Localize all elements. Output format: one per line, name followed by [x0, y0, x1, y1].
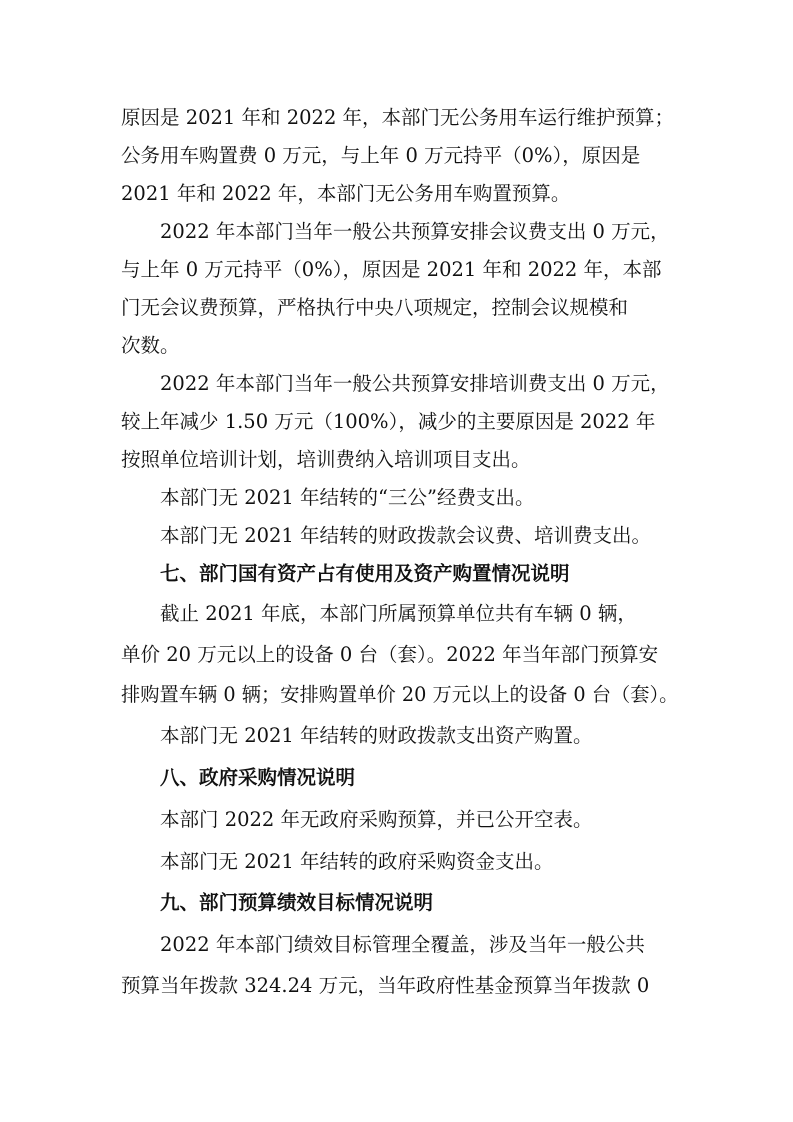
text-line: 截止 2021 年底，本部门所属预算单位共有车辆 0 辆，: [160, 602, 637, 625]
text-line: 本部门无 2021 年结转的财政拨款支出资产购置。: [160, 724, 593, 747]
text-line: 原因是 2021 年和 2022 年，本部门无公务用车运行维护预算；: [121, 106, 675, 129]
text-line: 本部门无 2021 年结转的“三公”经费支出。: [160, 486, 535, 509]
text-line: 2022 年本部门绩效目标管理全覆盖，涉及当年一般公共: [160, 933, 645, 956]
text-line: 2022 年本部门当年一般公共预算安排培训费支出 0 万元，: [160, 372, 670, 395]
text-line: 本部门 2022 年无政府采购预算，并已公开空表。: [160, 808, 593, 831]
text-line: 公务用车购置费 0 万元，与上年 0 万元持平（0%），原因是: [121, 144, 641, 167]
text-line: 按照单位培训计划，培训费纳入培训项目支出。: [121, 448, 531, 471]
text-line: 较上年减少 1.50 万元（100%），减少的主要原因是 2022 年: [121, 410, 656, 433]
text-line: 与上年 0 万元持平（0%），原因是 2021 年和 2022 年，本部: [121, 258, 662, 281]
section-heading: 九、部门预算绩效目标情况说明: [160, 891, 434, 914]
text-line: 门无会议费预算，严格执行中央八项规定，控制会议规模和: [121, 296, 629, 319]
text-line: 预算当年拨款 324.24 万元，当年政府性基金预算当年拨款 0: [121, 974, 650, 997]
text-line: 本部门无 2021 年结转的财政拨款会议费、培训费支出。: [160, 524, 652, 547]
section-heading: 八、政府采购情况说明: [160, 766, 356, 789]
text-line: 次数。: [121, 334, 180, 357]
section-heading: 七、部门国有资产占有使用及资产购置情况说明: [160, 562, 570, 585]
text-line: 2021 年和 2022 年，本部门无公务用车购置预算。: [121, 182, 571, 205]
text-line: 单价 20 万元以上的设备 0 台（套）。2022 年当年部门预算安: [121, 643, 659, 666]
text-line: 排购置车辆 0 辆；安排购置单价 20 万元以上的设备 0 台（套）。: [121, 683, 679, 706]
text-line: 2022 年本部门当年一般公共预算安排会议费支出 0 万元，: [160, 220, 670, 243]
text-line: 本部门无 2021 年结转的政府采购资金支出。: [160, 850, 554, 873]
